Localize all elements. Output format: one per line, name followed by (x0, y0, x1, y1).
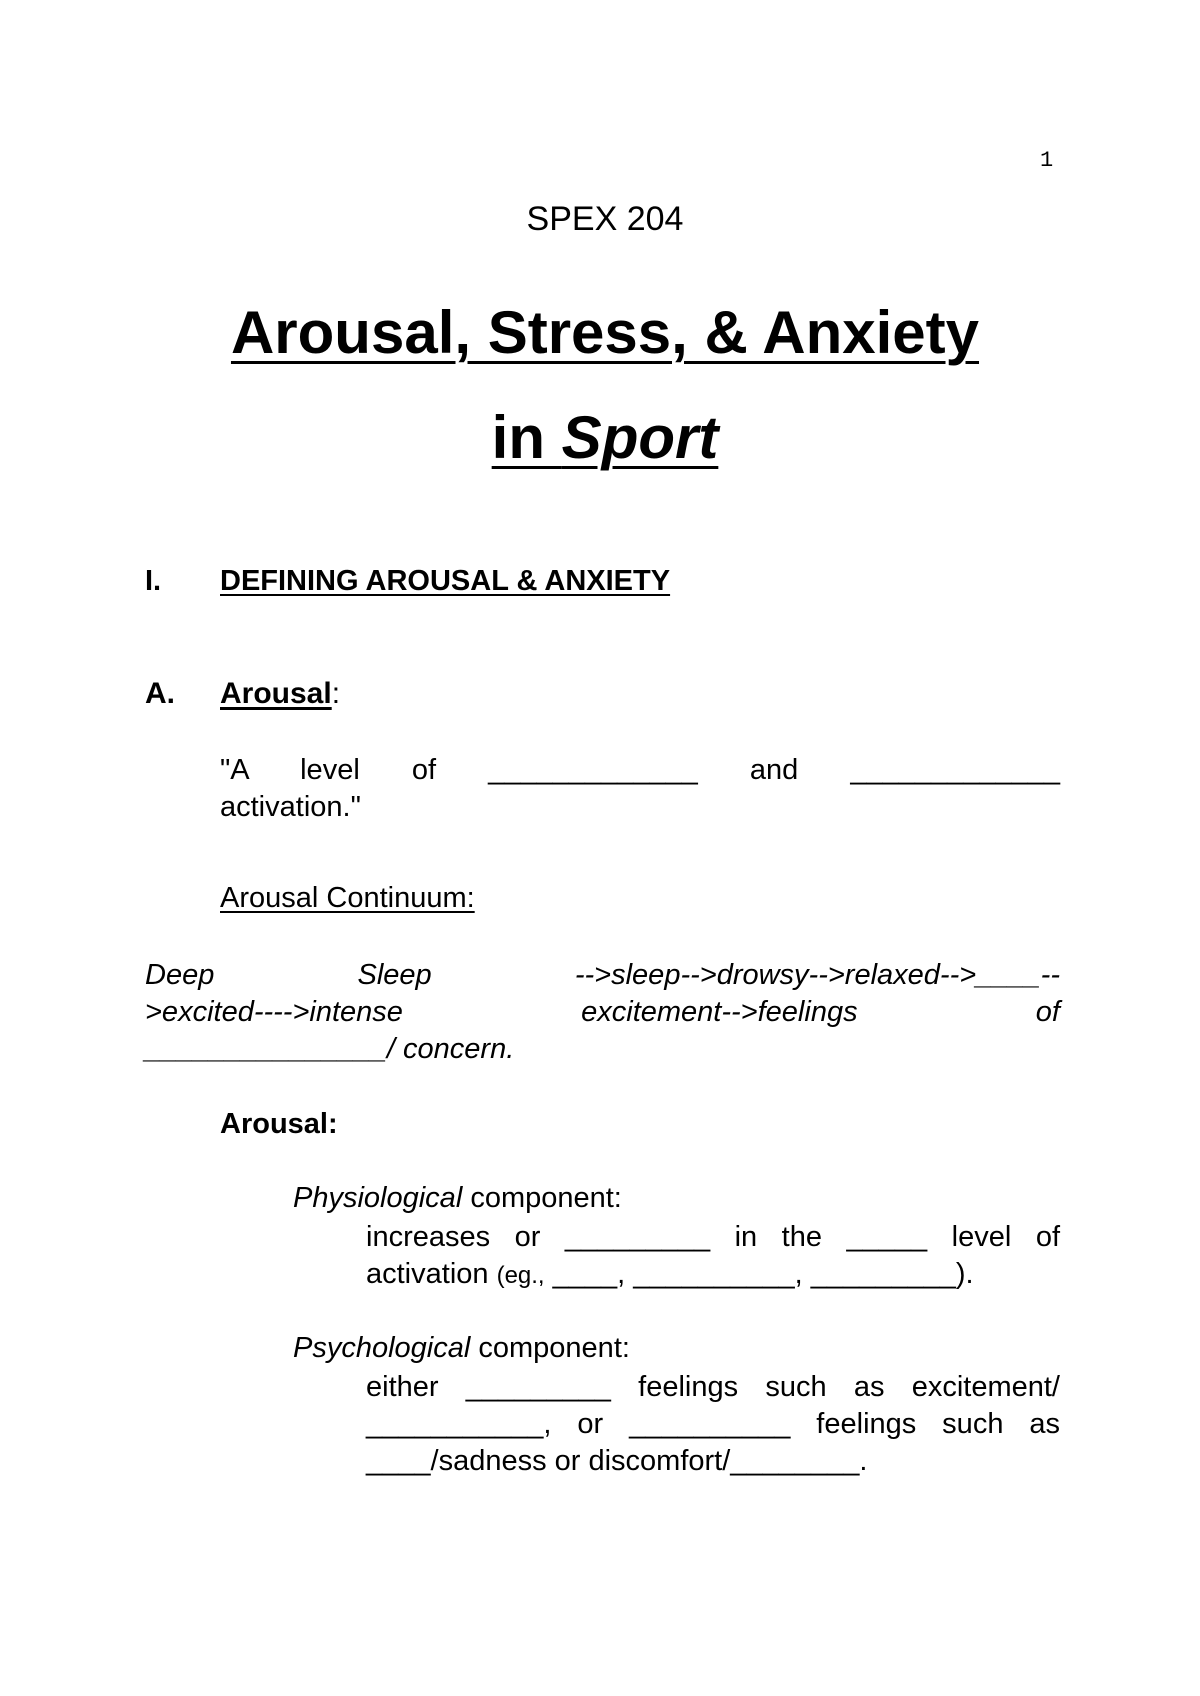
page-number: 1 (1040, 148, 1054, 173)
physiological-word: Physiological (293, 1182, 463, 1214)
continuum-line: _______________/ concern. (145, 1033, 515, 1065)
psychological-label-rest: component: (470, 1332, 630, 1364)
arousal-definition (220, 752, 1060, 826)
continuum-label: Arousal Continuum: (220, 882, 475, 914)
section-title: DEFINING AROUSAL & ANXIETY (220, 565, 671, 597)
physiological-line2-rest: ____, __________, _________). (544, 1258, 974, 1290)
physiological-label-rest: component: (462, 1182, 622, 1214)
subsection-heading (220, 677, 340, 711)
course-code: SPEX 204 (526, 200, 684, 238)
physiological-line2-start: activation (366, 1258, 497, 1290)
psychological-text (366, 1369, 1060, 1480)
psychological-word: Psychological (293, 1332, 471, 1364)
psychological-label (293, 1332, 630, 1365)
subsection-title: Arousal (220, 677, 332, 710)
document-title-line2 (0, 403, 1200, 472)
physiological-text (366, 1219, 1060, 1294)
title-italic-word: Sport (561, 404, 719, 471)
section-number: I. (145, 565, 162, 597)
continuum-line: Deep Sleep -->sleep-->drowsy-->relaxed-->____-- (145, 959, 1060, 991)
title-prefix: in (491, 404, 562, 471)
continuum-line: >excited---->intense excitement-->feelings of (145, 996, 1060, 1028)
arousal-continuum (145, 957, 1060, 1068)
physiological-label (293, 1182, 622, 1215)
arousal-label: Arousal: (220, 1108, 338, 1140)
document-title-line1: Arousal, Stress, & Anxiety (230, 299, 980, 366)
definition-line: "A level of _____________ and _____________ (220, 754, 1060, 786)
physiological-line (366, 1256, 1060, 1294)
subsection-letter: A. (145, 677, 175, 710)
psychological-line: ____/sadness or discomfort/________. (366, 1445, 868, 1477)
psychological-line: ___________, or __________ feelings such as (366, 1408, 1060, 1440)
physiological-eg: (eg., (496, 1262, 545, 1289)
subsection-colon: : (331, 677, 341, 710)
definition-line: activation." (220, 791, 361, 823)
psychological-line: either _________ feelings such as excitement/ (366, 1371, 1060, 1403)
physiological-line: increases or _________ in the _____ level of (366, 1221, 1060, 1253)
